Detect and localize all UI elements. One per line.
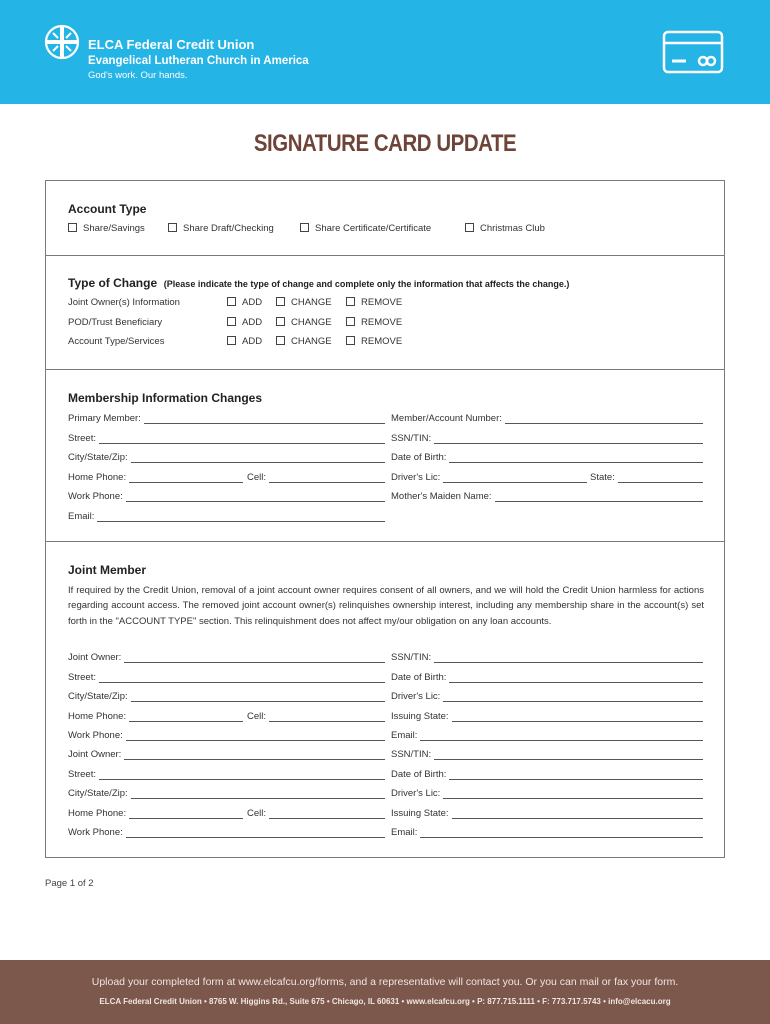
footer-instructions: Upload your completed form at www.elcafcu.org/forms, and a representative will contact you. Or you can mail or fax your form.	[91, 976, 679, 988]
option-share-savings[interactable]: Share/Savings	[68, 223, 145, 234]
joint-ssn-tin-field[interactable]: SSN/TIN:	[391, 649, 703, 663]
checkbox-icon[interactable]	[300, 223, 309, 232]
email-field[interactable]: Email:	[68, 508, 385, 522]
checkbox-icon[interactable]	[168, 223, 177, 232]
section-divider	[46, 255, 724, 256]
footer-address: ELCA Federal Credit Union • 8765 W. Higgins Rd., Suite 675 • Chicago, IL 60631 • www.elcafcu.org • P: 877.715.1111 • F: 773.717.5743 • info@elcacu.org	[99, 997, 671, 1006]
header-banner	[0, 0, 770, 104]
org-name: ELCA Federal Credit Union	[88, 37, 255, 52]
joint-issuing-state-field[interactable]: Issuing State:	[391, 805, 703, 819]
mothers-maiden-name-field[interactable]: Mother's Maiden Name:	[391, 488, 703, 502]
work-phone-field[interactable]: Work Phone:	[68, 488, 385, 502]
change-checkbox[interactable]: CHANGE	[276, 297, 332, 308]
remove-checkbox[interactable]: REMOVE	[346, 336, 402, 347]
option-share-draft[interactable]: Share Draft/Checking	[168, 223, 274, 234]
joint-home-phone-field[interactable]: Home Phone:	[68, 805, 243, 819]
membership-title: Membership Information Changes	[68, 391, 263, 405]
remove-checkbox[interactable]: REMOVE	[346, 297, 402, 308]
drivers-lic-field[interactable]: Driver's Lic:	[391, 469, 587, 483]
account-type-title: Account Type	[68, 202, 147, 216]
checkbox-icon[interactable]	[227, 336, 236, 345]
joint-member-title: Joint Member	[68, 563, 147, 577]
checkbox-icon[interactable]	[227, 317, 236, 326]
joint-home-phone-field[interactable]: Home Phone:	[68, 708, 243, 722]
joint-cell-field[interactable]: Cell:	[247, 805, 385, 819]
primary-member-field[interactable]: Primary Member:	[68, 410, 385, 424]
remove-checkbox[interactable]: REMOVE	[346, 317, 402, 328]
page-number: Page 1 of 2	[45, 878, 94, 889]
change-row-label: POD/Trust Beneficiary	[68, 317, 163, 328]
checkbox-icon[interactable]	[346, 297, 355, 306]
joint-member-disclosure: If required by the Credit Union, removal of a joint account owner requires consent of all owners, and we will hold the Credit Union harmless for actions regarding account access. The removed joint account owner(s) relinquishes ownership interest, including any membership share in the account(s) set forth in the "ACCOUNT TYPE" section. This relinquishment does not affect my/our obligation on any loan accounts.	[68, 585, 704, 627]
state-field[interactable]: State:	[590, 469, 703, 483]
form-box	[45, 180, 725, 858]
joint-cell-field[interactable]: Cell:	[247, 708, 385, 722]
org-tagline: God's work. Our hands.	[88, 70, 188, 81]
joint-email-field[interactable]: Email:	[391, 824, 703, 838]
option-christmas-club[interactable]: Christmas Club	[465, 223, 545, 234]
checkbox-icon[interactable]	[227, 297, 236, 306]
joint-date-of-birth-field[interactable]: Date of Birth:	[391, 669, 703, 683]
checkbox-icon[interactable]	[276, 336, 285, 345]
city-state-zip-field[interactable]: City/State/Zip:	[68, 449, 385, 463]
cell-field[interactable]: Cell:	[247, 469, 385, 483]
street-field[interactable]: Street:	[68, 430, 385, 444]
joint-owner-field[interactable]: Joint Owner:	[68, 746, 385, 760]
checkbox-icon[interactable]	[68, 223, 77, 232]
checkbox-icon[interactable]	[276, 297, 285, 306]
change-checkbox[interactable]: CHANGE	[276, 317, 332, 328]
section-divider	[46, 369, 724, 370]
checkbox-icon[interactable]	[346, 317, 355, 326]
page-title: SIGNATURE CARD UPDATE	[253, 130, 517, 157]
checkbox-icon[interactable]	[465, 223, 474, 232]
home-phone-field[interactable]: Home Phone:	[68, 469, 243, 483]
add-checkbox[interactable]: ADD	[227, 297, 262, 308]
org-subtitle: Evangelical Lutheran Church in America	[88, 55, 309, 67]
type-of-change-note: (Please indicate the type of change and complete only the information that affects the change.)	[163, 279, 570, 289]
joint-city-state-zip-field[interactable]: City/State/Zip:	[68, 785, 385, 799]
change-row-label: Account Type/Services	[68, 336, 165, 347]
change-row-label: Joint Owner(s) Information	[68, 297, 180, 308]
joint-city-state-zip-field[interactable]: City/State/Zip:	[68, 688, 385, 702]
joint-issuing-state-field[interactable]: Issuing State:	[391, 708, 703, 722]
joint-ssn-tin-field[interactable]: SSN/TIN:	[391, 746, 703, 760]
joint-owner-field[interactable]: Joint Owner:	[68, 649, 385, 663]
option-share-certificate[interactable]: Share Certificate/Certificate	[300, 223, 431, 234]
member-account-number-field[interactable]: Member/Account Number:	[391, 410, 703, 424]
credit-card-icon	[662, 30, 724, 74]
joint-drivers-lic-field[interactable]: Driver's Lic:	[391, 688, 703, 702]
joint-email-field[interactable]: Email:	[391, 727, 703, 741]
joint-work-phone-field[interactable]: Work Phone:	[68, 824, 385, 838]
joint-drivers-lic-field[interactable]: Driver's Lic:	[391, 785, 703, 799]
checkbox-icon[interactable]	[346, 336, 355, 345]
elca-cross-logo-icon	[44, 24, 80, 60]
joint-street-field[interactable]: Street:	[68, 766, 385, 780]
ssn-tin-field[interactable]: SSN/TIN:	[391, 430, 703, 444]
joint-street-field[interactable]: Street:	[68, 669, 385, 683]
change-checkbox[interactable]: CHANGE	[276, 336, 332, 347]
date-of-birth-field[interactable]: Date of Birth:	[391, 449, 703, 463]
section-divider	[46, 541, 724, 542]
checkbox-icon[interactable]	[276, 317, 285, 326]
type-of-change-title: Type of Change (Please indicate the type of change and complete only the information that affects the change.)	[68, 276, 570, 290]
joint-work-phone-field[interactable]: Work Phone:	[68, 727, 385, 741]
add-checkbox[interactable]: ADD	[227, 317, 262, 328]
footer-banner	[0, 960, 770, 1024]
add-checkbox[interactable]: ADD	[227, 336, 262, 347]
joint-date-of-birth-field[interactable]: Date of Birth:	[391, 766, 703, 780]
